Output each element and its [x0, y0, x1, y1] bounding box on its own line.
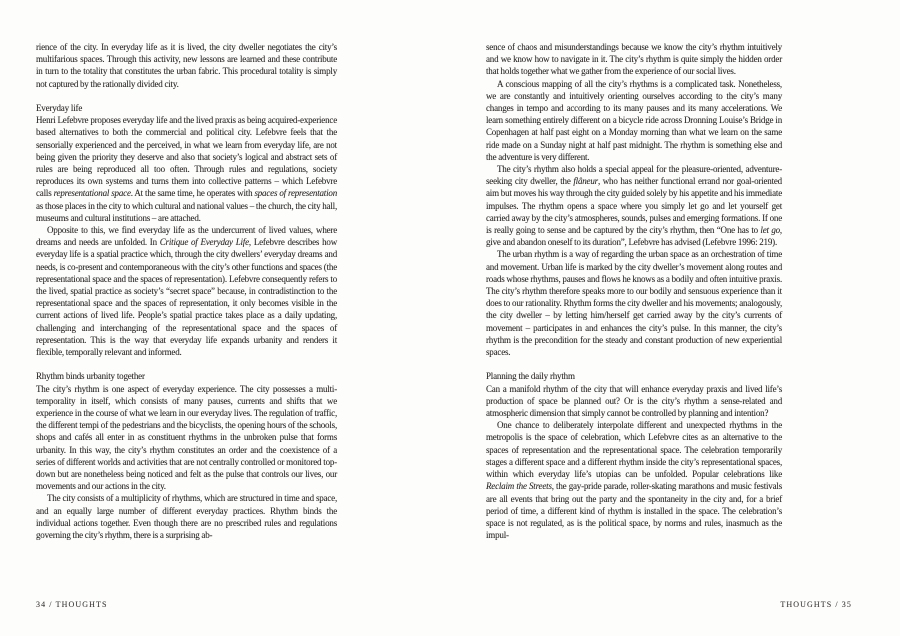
text-run: One chance to deliberately interpolate different and unexpected rhythms in the metropolis is the space of celebration, which Lefebvre cites as an alternative to the spaces of representation and the representational space. The celebration temporarily stages a different space and a different rhythm inside the city’s representational spaces, within which everyday life’s utopias can be unfolded. Popular celebrations like	[486, 420, 782, 480]
paragraph	[36, 383, 337, 493]
text-run: Can a manifold rhythm of the city that will enhance everyday praxis and lived life’s production of space be planned out? Or is the city’s rhythm a sense-related and atmospheric dimension that simply cannot be controlled by planning and intention?	[486, 383, 782, 419]
section-heading: Planning the daily rhythm	[486, 371, 575, 382]
text-run: flâneur	[573, 176, 598, 187]
text-run: The urban rhythm is a way of regarding the urban space as an orchestration of time and movement. Urban life is marked by the city dweller’s movement along routes and roads whose rhythms, pauses and flows he knows as a bodily and often intuitive praxis. The city’s rhythm therefore speaks more to our bodily and sensuous experience than it does to our rationality. Rhythm forms the city dweller and his movements; analogously, the city dweller – by letting him/herself get carried away by the city’s currents of movement – participates in and enhances the city’s pulse. In this manner, the city’s rhythm is the precondition for the steady and constant production of new experiential spaces.	[486, 249, 782, 358]
paragraph	[36, 114, 337, 224]
text-run: , give and abandon oneself to its duration”, Lefebvre has advised (Lefebvre 1996: 219).	[486, 225, 782, 248]
left-page-text	[36, 41, 337, 541]
text-run: sence of chaos and misunderstandings because we know the city’s rhythm intuitively and we know how to navigate in it. The city’s rhythm is quite simply the hidden order that holds together what we gather from the experience of our social lives.	[486, 42, 782, 77]
text-run: , Lefebvre describes how everyday life is a spatial practice which, through the city dwellers’ everyday dreams and needs, is co-present and contemporaneous with the city’s other functions and spaces (the representational space and the spaces of representation). Lefebvre consequently refers to the lived, spatial practice as society’s “secret space” because, in contradistinction to the representational space and the spaces of representation, it only becomes visible in the current actions of lived life. People’s spatial practice takes place as a daily updating, challenging and interchanging of the representational space and the spaces of representation. This is the way that everyday life expands urbanity and renders it flexible, temporally relevant and informed.	[36, 237, 337, 358]
section-heading: Everyday life	[36, 103, 83, 113]
text-run: , the gay-pride parade, roller-skating marathons and music festivals are all events that bring out the party and the spontaneity in the city and, for a brief period of time, a different kind of rhythm is installed in the space. The celebration’s space is not regulated, as is the political space, by norms and rules, inasmuch as the impul-	[486, 481, 782, 541]
paragraph	[486, 419, 782, 541]
text-run: Opposite to this, we find everyday life as the undercurrent of lived values, where dreams and needs are unfolded. In	[36, 225, 337, 248]
text-run: Reclaim the Streets	[486, 481, 552, 492]
page-footer-right: THOUGHTS / 35	[780, 600, 852, 609]
right-page-text	[486, 41, 782, 541]
text-run: Henri Lefebvre proposes everyday life and the lived praxis as being acquired-experience based alternatives to both the commercial and political city. Lefebvre feels that the sensorially experienced and the perceived, in what we learn from everyday life, are not being given the priority they deserve and also that society’s logical and abstract sets of rules are being reproduced all too often. Through rules and regulations, society reproduces its own systems and turns them into collective patterns – which Lefebvre calls	[36, 115, 337, 199]
text-run: as those places in the city to which cultural and national values – the church, the city hall, museums and cultural institutions – are attached.	[36, 200, 337, 223]
paragraph	[486, 383, 782, 420]
text-run: A conscious mapping of all the city’s rhythms is a complicated task. Nonetheless, we are constantly and intuitively orienting ourselves according to the city’s many changes in tempo and according to its many pauses and its many accelerations. We learn something entirely different on a bicycle ride across Dronning Louise’s Bridge in Copenhagen at half past eight on a Monday morning than what we learn on the same ride made on a Sunday night at half past midnight. The rhythm is something else and the adventure is very different.	[486, 78, 782, 162]
paragraph	[36, 224, 337, 358]
text-run: . At the same time, he operates with	[130, 188, 255, 199]
paragraph	[36, 41, 337, 90]
text-run: The city’s rhythm is one aspect of everyday experience. The city possesses a multi-temporality in itself, which consists of many pauses, currents and shifts that we experience in the course of what we learn in our everyday lives. The regulation of traffic, the different tempi of the pedestrians and the bicyclists, the opening hours of the schools, shops and cafés all enter in as constituent rhythms in the unbroken pulse that forms urbanity. In this way, the city’s rhythm constitutes an order and the coexistence of a series of different worlds and activities that are not centrally controlled or monitored top-down but are nonetheless being noticed and felt as the pulse that controls our lives, our movements and our actions in the city.	[36, 383, 337, 492]
page-right	[450, 0, 900, 636]
text-run: , who has neither functional errand nor goal-oriented aim but moves his way through the city guided solely by his appetite and his immediate impulses. The rhythm opens a space where you simply let go and let yourself get carried away by the city’s atmospheres, sounds, pulses and emerging formations. If one is really going to sense and be captured by the city’s rhythm, then “One has to	[486, 176, 782, 236]
text-run: representational space	[53, 188, 131, 199]
text-run: The city’s rhythm also holds a special appeal for the pleasure-oriented, adventure-seeking city dweller, the	[486, 164, 782, 187]
text-run: rience of the city. In everyday life as it is lived, the city dweller negotiates the city’s multifarious spaces. Through this activity, new lessons are learned and these contribute in turn to the totality that constitutes the urban fabric. This procedural totality is simply not captured by the rationally divided city.	[36, 42, 337, 89]
text-run: spaces of representation	[254, 188, 338, 199]
text-run: let go	[760, 225, 780, 236]
text-run: Critique of Everyday Life	[159, 237, 249, 248]
paragraph	[486, 163, 782, 248]
section-heading: Rhythm binds urbanity together	[36, 371, 145, 382]
page-footer-left: 34 / THOUGHTS	[36, 600, 108, 609]
paragraph	[36, 492, 337, 541]
text-run: The city consists of a multiplicity of rhythms, which are structured in time and space, and an equally large number of different everyday practices. Rhythm binds the individual actions together. Even though there are no prescribed rules and regulations governing the city’s rhythm, there is a surprising ab-	[36, 493, 337, 541]
paragraph	[486, 78, 782, 163]
paragraph	[486, 41, 782, 78]
paragraph	[486, 248, 782, 358]
